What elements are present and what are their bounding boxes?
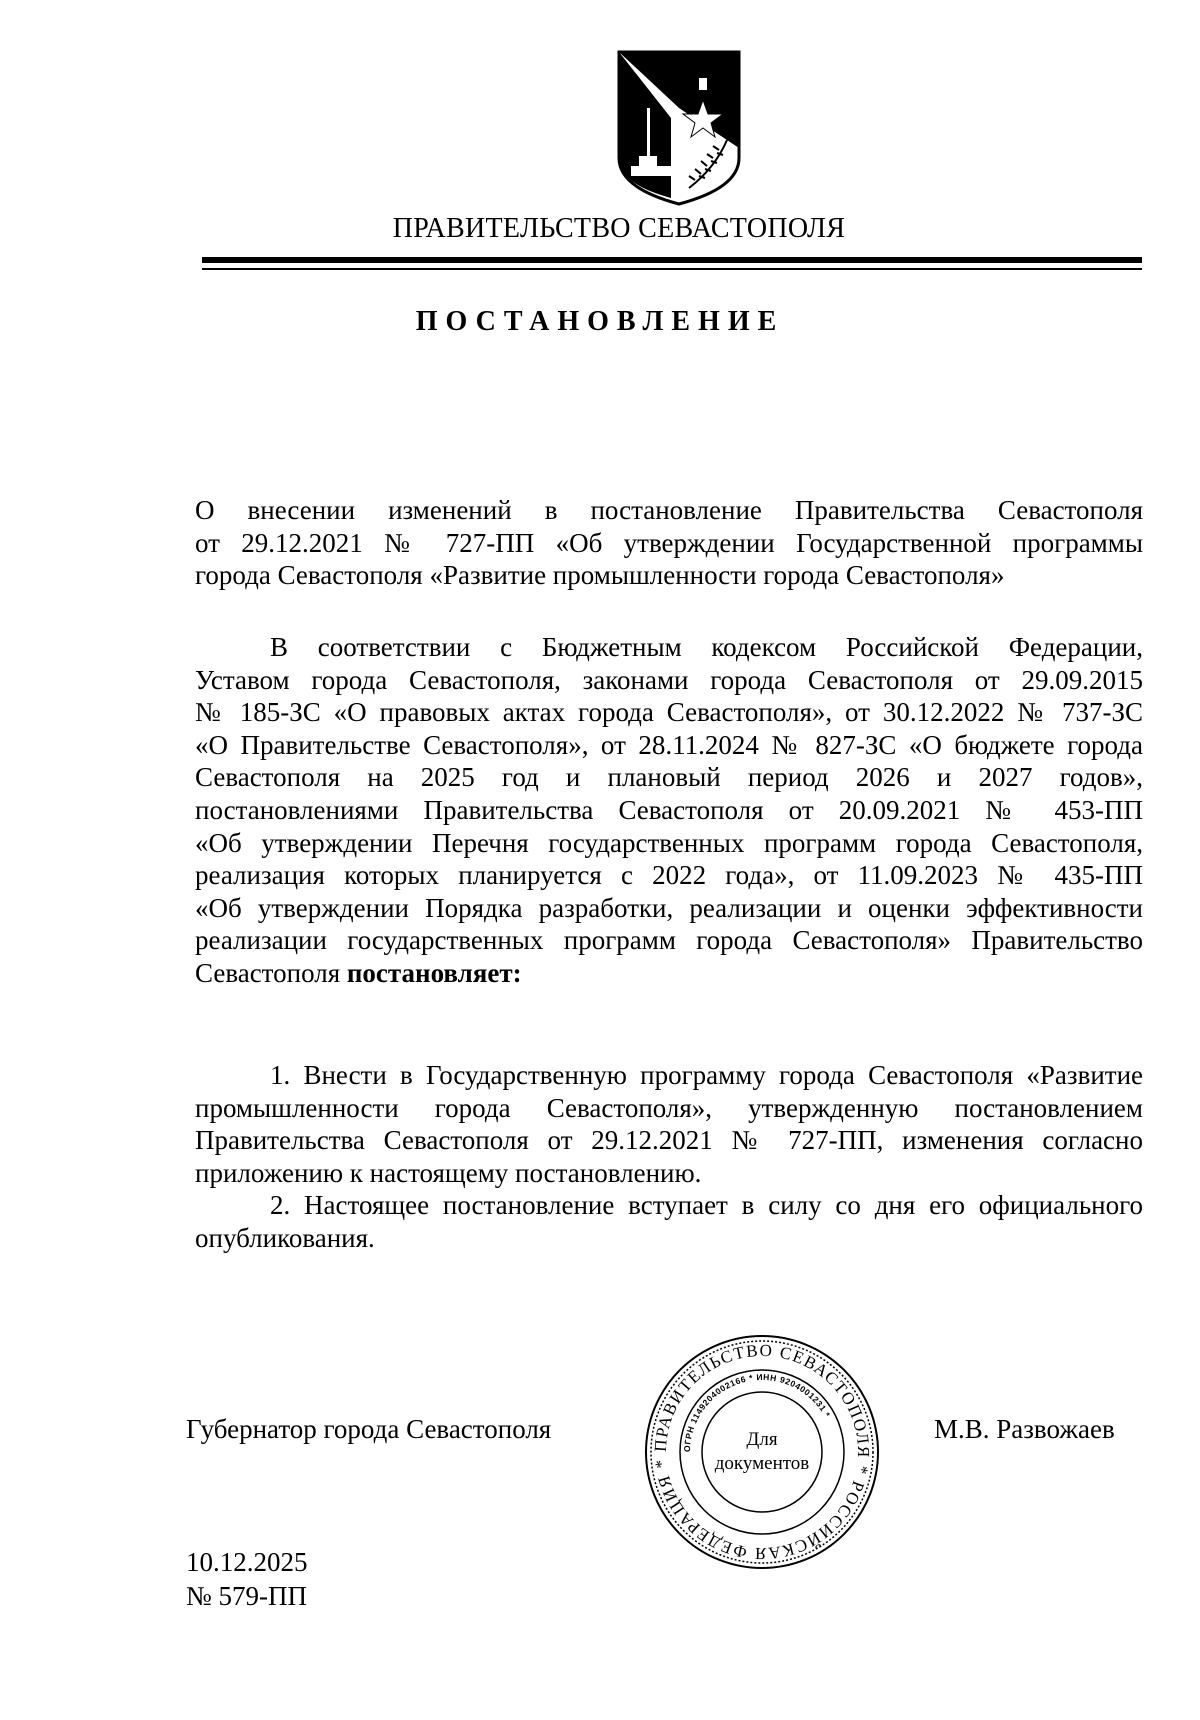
signer-position: Губернатор города Севастополя bbox=[186, 1414, 552, 1444]
item-line: промышленности города Севастополя», утвержденную постановлением bbox=[195, 1092, 1143, 1123]
subject-line: О внесении изменений в постановление Правительства Севастополя bbox=[195, 495, 1143, 525]
preamble-last-prefix: Севастополя bbox=[195, 957, 347, 988]
preamble-line: реализация которых планируется с 2022 года», от 11.09.2023 № 435-ПП bbox=[195, 860, 1143, 891]
resolves-keyword: постановляет: bbox=[346, 957, 522, 988]
preamble-line: реализации государственных программ города Севастополя» Правительство bbox=[195, 925, 1143, 956]
item-line: Правительства Севастополя от 29.12.2021 № 727-ПП, изменения согласно bbox=[195, 1125, 1143, 1156]
seal-center-line1: Для bbox=[746, 1429, 778, 1450]
signer-name: М.В. Развожаев bbox=[934, 1414, 1115, 1444]
subject-line: города Севастополя «Развитие промышленности города Севастополя» bbox=[195, 560, 1005, 591]
preamble-paragraph bbox=[195, 631, 1143, 990]
resolution-item-2 bbox=[195, 1189, 1143, 1254]
document-number: № 579-ПП bbox=[186, 1581, 307, 1611]
preamble-line: «Об утверждении Порядка разработки, реализации и оценки эффективности bbox=[195, 892, 1143, 923]
seal-center-line2: документов bbox=[714, 1453, 810, 1474]
preamble-line: постановлениями Правительства Севастополя от 20.09.2021 № 453-ПП bbox=[195, 794, 1143, 825]
official-seal-stamp bbox=[642, 1332, 882, 1572]
resolution-item-1 bbox=[195, 1059, 1143, 1189]
preamble-line: № 185-ЗС «О правовых актах города Севастополя», от 30.12.2022 № 737-ЗС bbox=[195, 697, 1143, 728]
item-line: опубликования. bbox=[195, 1222, 375, 1253]
organization-title: ПРАВИТЕЛЬСТВО СЕВАСТОПОЛЯ bbox=[392, 213, 846, 244]
item-line: 1. Внести в Государственную программу города Севастополя «Развитие bbox=[270, 1060, 1143, 1090]
item-line: приложению к настоящему постановлению. bbox=[195, 1157, 702, 1188]
preamble-line: «О Правительстве Севастополя», от 28.11.2024 № 827-ЗС «О бюджете города bbox=[195, 729, 1143, 760]
header-rule-thick bbox=[202, 257, 1142, 263]
subject-line: от 29.12.2021 № 727-ПП «Об утверждении Государственной программы bbox=[195, 527, 1143, 558]
sevastopol-coat-of-arms-icon bbox=[615, 48, 743, 208]
preamble-last-line bbox=[195, 957, 1143, 990]
seal-outer-text: ПРАВИТЕЛЬСТВО СЕВАСТОПОЛЯ * РОССИЙСКАЯ ФЕДЕРАЦИЯ * bbox=[650, 1340, 874, 1564]
header-rule-thin bbox=[202, 268, 1142, 270]
document-type-title: ПОСТАНОВЛЕНИЕ bbox=[415, 306, 785, 337]
preamble-line: В соответствии с Бюджетным кодексом Российской Федерации, bbox=[270, 632, 1143, 662]
preamble-line: «Об утверждении Перечня государственных программ города Севастополя, bbox=[195, 827, 1143, 858]
item-line: 2. Настоящее постановление вступает в силу со дня его официального bbox=[270, 1190, 1143, 1220]
document-subject bbox=[195, 494, 1143, 592]
preamble-line: Уставом города Севастополя, законами города Севастополя от 29.09.2015 bbox=[195, 664, 1143, 695]
document-date: 10.12.2025 bbox=[186, 1547, 308, 1577]
preamble-line: Севастополя на 2025 год и плановый период 2026 и 2027 годов», bbox=[195, 762, 1143, 793]
seal-inner-text: ОГРН 1149204002166 * ИНН 9204001231 * bbox=[681, 1371, 833, 1453]
